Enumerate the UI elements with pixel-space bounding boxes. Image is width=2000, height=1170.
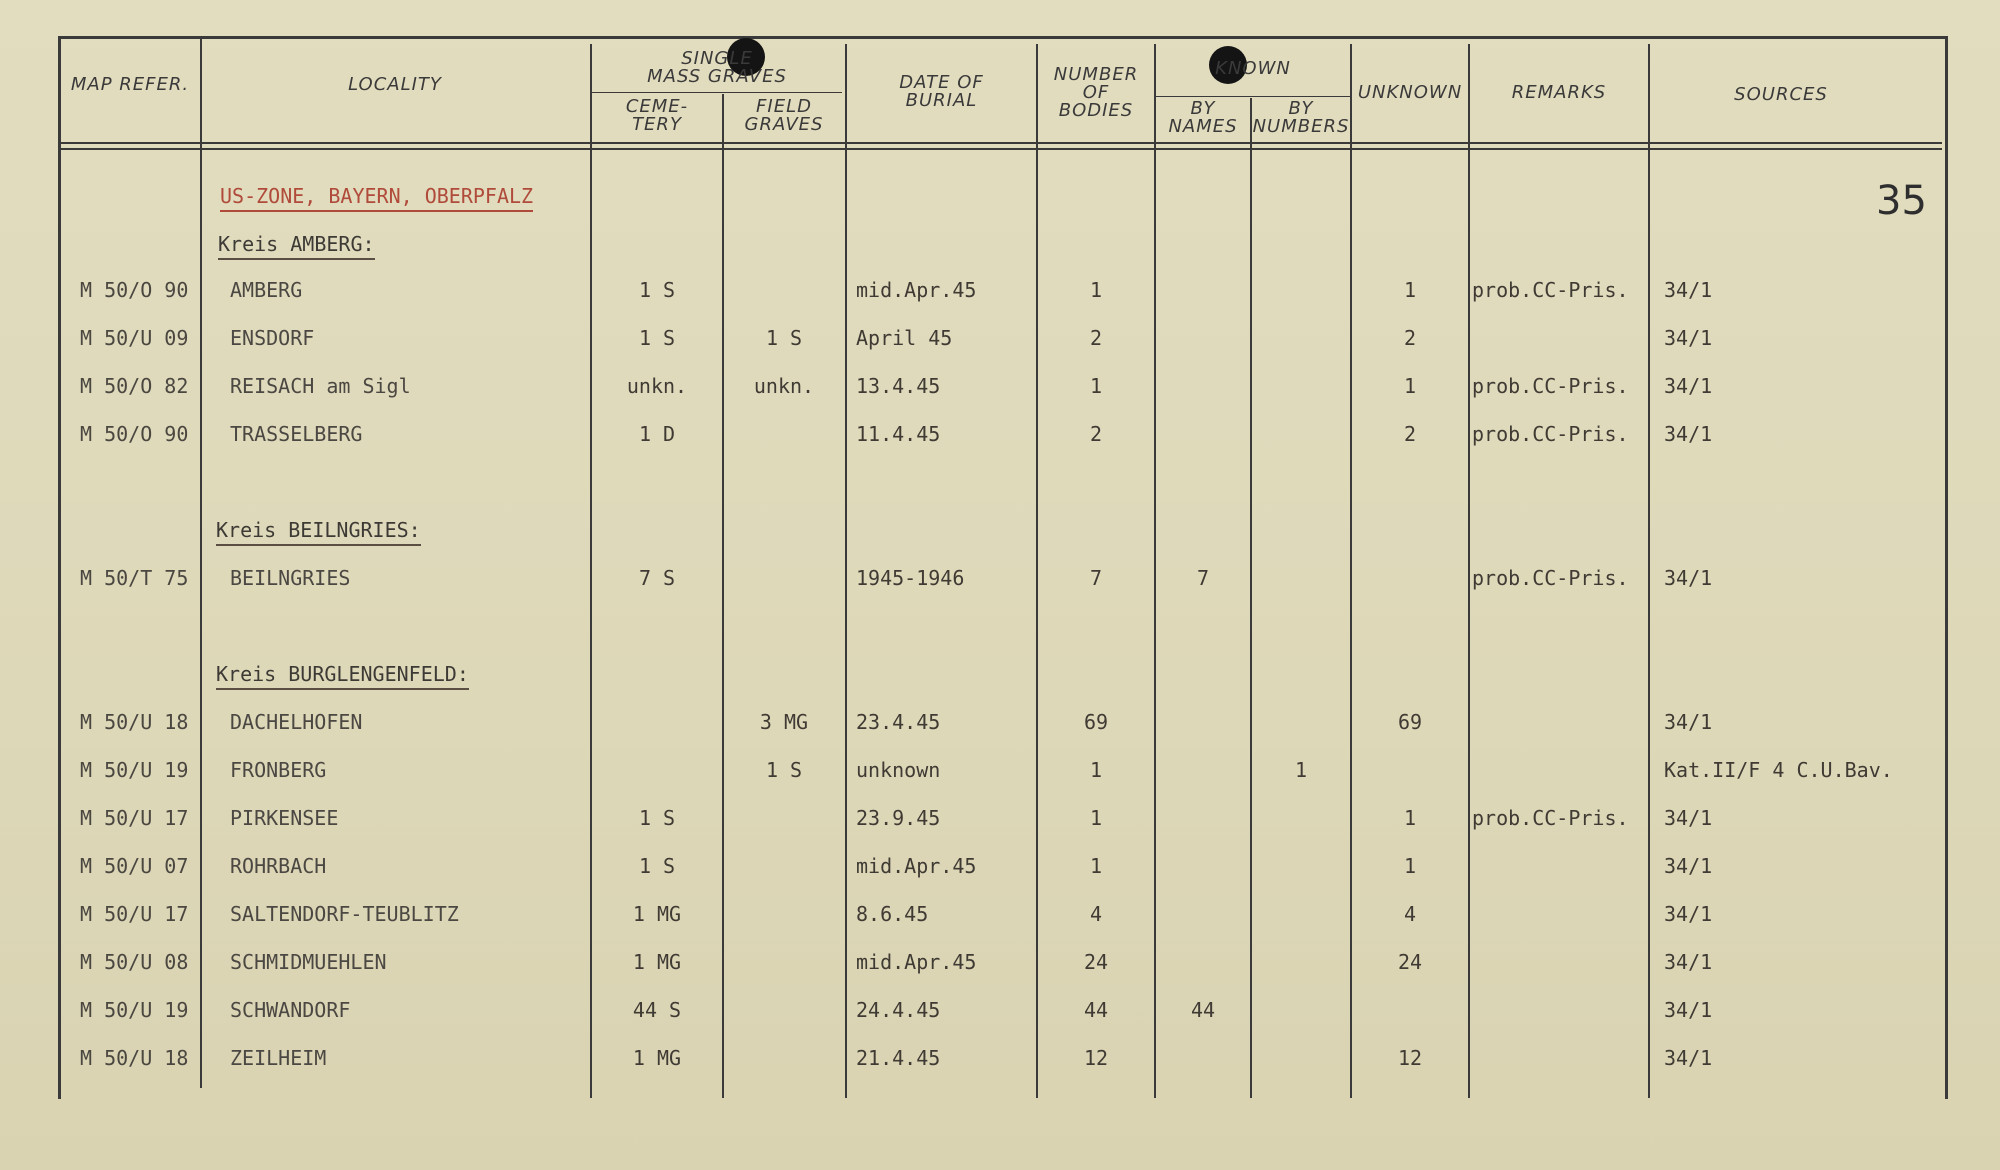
- date-of-burial: 11.4.45: [856, 422, 941, 446]
- cemetery-graves: unkn.: [626, 374, 688, 398]
- number-of-bodies: 2: [1089, 326, 1103, 350]
- date-of-burial: 21.4.45: [856, 1046, 941, 1070]
- header-field-graves: FIELD GRAVES: [744, 96, 824, 135]
- locality: REISACH am Sigl: [230, 374, 411, 398]
- field-graves: 3 MG: [759, 710, 809, 734]
- known-by-names: 7: [1196, 566, 1210, 590]
- sources: Kat.II/F 4 C.U.Bav.: [1664, 758, 1893, 782]
- header-single-mass-graves: SINGLE MASS GRAVES: [647, 48, 787, 87]
- col-rule: [845, 44, 847, 1098]
- date-of-burial: unknown: [856, 758, 941, 782]
- sources: 34/1: [1664, 566, 1713, 590]
- number-of-bodies: 4: [1089, 902, 1103, 926]
- number-of-bodies: 44: [1083, 998, 1109, 1022]
- sources: 34/1: [1664, 1046, 1713, 1070]
- map-reference: M 50/U 17: [80, 902, 189, 926]
- map-reference: M 50/U 19: [80, 758, 189, 782]
- remarks: prob.CC-Pris.: [1472, 374, 1629, 398]
- sources: 34/1: [1664, 806, 1713, 830]
- header-unknown: UNKNOWN: [1357, 82, 1463, 103]
- unknown-count: 1: [1403, 278, 1417, 302]
- map-reference: M 50/O 82: [80, 374, 189, 398]
- map-reference: M 50/U 07: [80, 854, 189, 878]
- cemetery-graves: 1 MG: [632, 1046, 682, 1070]
- header-date-of-burial: DATE OF BURIAL: [899, 72, 984, 111]
- number-of-bodies: 1: [1089, 806, 1103, 830]
- cemetery-graves: 1 S: [638, 326, 676, 350]
- map-reference: M 50/O 90: [80, 422, 189, 446]
- sources: 34/1: [1664, 854, 1713, 878]
- date-of-burial: mid.Apr.45: [856, 950, 977, 974]
- col-rule: [1468, 44, 1470, 1098]
- known-by-numbers: 1: [1294, 758, 1308, 782]
- kreis-heading: [218, 232, 375, 256]
- locality: SCHWANDORF: [230, 998, 351, 1022]
- col-rule: [1250, 98, 1252, 1098]
- map-reference: M 50/U 19: [80, 998, 189, 1022]
- map-reference: M 50/U 17: [80, 806, 189, 830]
- remarks: prob.CC-Pris.: [1472, 566, 1629, 590]
- header-known: KNOWN: [1215, 58, 1291, 79]
- number-of-bodies: 12: [1083, 1046, 1109, 1070]
- number-of-bodies: 1: [1089, 854, 1103, 878]
- mass-graves-subrule: [592, 92, 842, 93]
- locality: ZEILHEIM: [230, 1046, 327, 1070]
- col-rule: [1648, 44, 1650, 1098]
- header-rule-1: [58, 142, 1942, 144]
- date-of-burial: 23.9.45: [856, 806, 941, 830]
- map-reference: M 50/U 08: [80, 950, 189, 974]
- field-graves: unkn.: [753, 374, 815, 398]
- header-cemetery: CEME- TERY: [625, 96, 689, 135]
- sources: 34/1: [1664, 902, 1713, 926]
- locality: PIRKENSEE: [230, 806, 339, 830]
- sources: 34/1: [1664, 950, 1713, 974]
- unknown-count: 2: [1403, 326, 1417, 350]
- cemetery-graves: 1 MG: [632, 950, 682, 974]
- kreis-heading-text: Kreis BEILNGRIES:: [216, 518, 421, 546]
- locality: TRASSELBERG: [230, 422, 363, 446]
- unknown-count: 1: [1403, 806, 1417, 830]
- kreis-heading-text: Kreis BURGLENGENFELD:: [216, 662, 469, 690]
- locality: FRONBERG: [230, 758, 327, 782]
- zone-heading: [220, 184, 533, 208]
- locality: ENSDORF: [230, 326, 315, 350]
- header-locality: LOCALITY: [348, 74, 442, 95]
- cemetery-graves: 1 S: [638, 854, 676, 878]
- number-of-bodies: 1: [1089, 758, 1103, 782]
- unknown-count: 2: [1403, 422, 1417, 446]
- date-of-burial: 23.4.45: [856, 710, 941, 734]
- sources: 34/1: [1664, 710, 1713, 734]
- zone-heading-text: US-ZONE, BAYERN, OBERPFALZ: [220, 184, 533, 212]
- sources: 34/1: [1664, 278, 1713, 302]
- date-of-burial: 24.4.45: [856, 998, 941, 1022]
- col-rule: [1350, 44, 1352, 1098]
- map-reference: M 50/T 75: [80, 566, 189, 590]
- date-of-burial: mid.Apr.45: [856, 854, 977, 878]
- field-graves: 1 S: [765, 326, 803, 350]
- unknown-count: 1: [1403, 854, 1417, 878]
- number-of-bodies: 24: [1083, 950, 1109, 974]
- cemetery-graves: 44 S: [632, 998, 682, 1022]
- cemetery-graves: 1 D: [638, 422, 676, 446]
- known-subrule: [1156, 96, 1352, 97]
- number-of-bodies: 1: [1089, 374, 1103, 398]
- known-by-names: 44: [1190, 998, 1216, 1022]
- kreis-heading: [216, 518, 421, 542]
- cemetery-graves: 7 S: [638, 566, 676, 590]
- map-reference: M 50/O 90: [80, 278, 189, 302]
- date-of-burial: 13.4.45: [856, 374, 941, 398]
- sources: 34/1: [1664, 422, 1713, 446]
- number-of-bodies: 2: [1089, 422, 1103, 446]
- date-of-burial: 1945-1946: [856, 566, 965, 590]
- cemetery-graves: 1 S: [638, 278, 676, 302]
- remarks: prob.CC-Pris.: [1472, 422, 1629, 446]
- header-map-refer: MAP REFER.: [70, 74, 190, 95]
- sources: 34/1: [1664, 326, 1713, 350]
- locality: SCHMIDMUEHLEN: [230, 950, 387, 974]
- header-rule-2: [58, 148, 1942, 150]
- header-remarks: REMARKS: [1511, 82, 1607, 103]
- cemetery-graves: 1 MG: [632, 902, 682, 926]
- header-sources: SOURCES: [1734, 84, 1828, 105]
- header-by-numbers: BY NUMBERS: [1252, 98, 1350, 137]
- unknown-count: 69: [1397, 710, 1423, 734]
- kreis-heading-text: Kreis AMBERG:: [218, 232, 375, 260]
- col-rule: [722, 94, 724, 1098]
- unknown-count: 4: [1403, 902, 1417, 926]
- number-of-bodies: 7: [1089, 566, 1103, 590]
- cemetery-graves: 1 S: [638, 806, 676, 830]
- locality: SALTENDORF-TEUBLITZ: [230, 902, 459, 926]
- locality: BEILNGRIES: [230, 566, 351, 590]
- locality: DACHELHOFEN: [230, 710, 363, 734]
- unknown-count: 12: [1397, 1046, 1423, 1070]
- number-of-bodies: 1: [1089, 278, 1103, 302]
- locality: ROHRBACH: [230, 854, 327, 878]
- page-number: 35: [1876, 178, 1927, 224]
- map-reference: M 50/U 18: [80, 710, 189, 734]
- kreis-heading: [216, 662, 469, 686]
- sources: 34/1: [1664, 374, 1713, 398]
- sources: 34/1: [1664, 998, 1713, 1022]
- unknown-count: 24: [1397, 950, 1423, 974]
- date-of-burial: 8.6.45: [856, 902, 929, 926]
- remarks: prob.CC-Pris.: [1472, 806, 1629, 830]
- number-of-bodies: 69: [1083, 710, 1109, 734]
- top-rule: [58, 36, 1942, 39]
- date-of-burial: April 45: [856, 326, 953, 350]
- remarks: prob.CC-Pris.: [1472, 278, 1629, 302]
- unknown-count: 1: [1403, 374, 1417, 398]
- map-reference: M 50/U 18: [80, 1046, 189, 1070]
- map-reference: M 50/U 09: [80, 326, 189, 350]
- field-graves: 1 S: [765, 758, 803, 782]
- col-rule: [200, 38, 202, 1088]
- header-number-of-bodies: NUMBER OF BODIES: [1053, 64, 1139, 121]
- locality: AMBERG: [230, 278, 303, 302]
- date-of-burial: mid.Apr.45: [856, 278, 977, 302]
- header-by-names: BY NAMES: [1168, 98, 1238, 137]
